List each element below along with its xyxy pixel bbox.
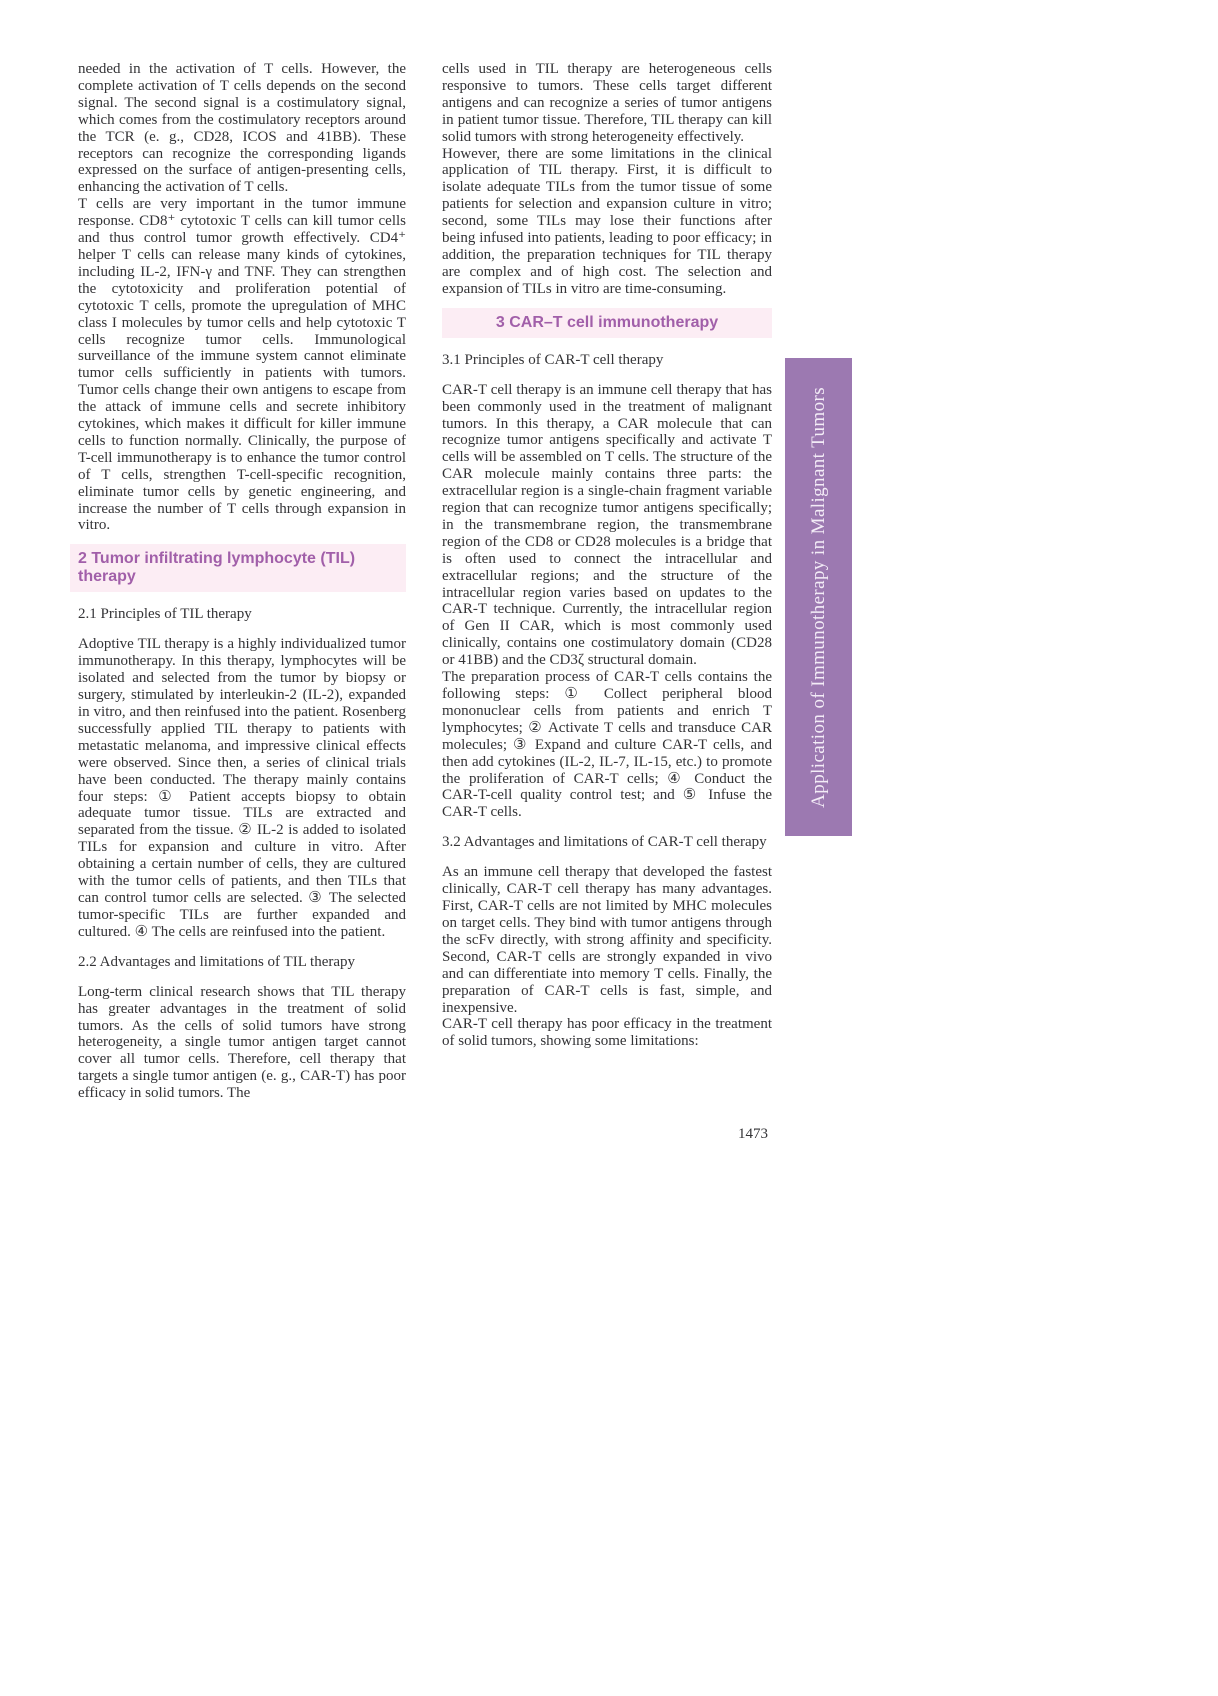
paragraph: The preparation process of CAR-T cells contains the following steps: ① Collect peripheral blood mononuclear cells from patients and enrich T lymphocytes; ② Activate T cells and transduce CAR molecules; ③ Expand and culture CAR-T cells, and then add cytokines (IL-2, IL-7, IL-15, etc.) to promote the proliferation of CAR-T cells; ④ Conduct the CAR-T-cell quality control test; and ⑤ Infuse the CAR-T cells. [442, 669, 772, 821]
paragraph: Adoptive TIL therapy is a highly individualized tumor immunotherapy. In this therapy, lymphocytes will be isolated and selected from the tumor by biopsy or surgery, stimulated by interleukin-2 (IL-2), expanded in vitro, and then reinfused into the patient. Rosenberg successfully applied TIL therapy to patients with metastatic melanoma, and impressive clinical effects were observed. Since then, a series of clinical trials have been conducted. The therapy mainly contains four steps: ① Patient accepts biopsy to obtain adequate tumor tissue. TILs are extracted and separated from the tissue. ② IL-2 is added to isolated TILs for expansion and culture in vitro. After obtaining a certain number of cells, they are cultured with the tumor cells of patients, and then TILs that can control tumor cells are selected. ③ The selected tumor-specific TILs are further expanded and cultured. ④ The cells are reinfused into the patient. [78, 636, 406, 940]
subsection-heading-til-advantages: 2.2 Advantages and limitations of TIL therapy [78, 953, 356, 970]
subsection-heading-cart-principles: 3.1 Principles of CAR-T cell therapy [442, 351, 664, 368]
section-heading-cart-immunotherapy: 3 CAR–T cell immunotherapy [442, 308, 772, 338]
paragraph: CAR-T cell therapy has poor efficacy in the treatment of solid tumors, showing some limitations: [442, 1016, 772, 1050]
chapter-edge-tab-label: Application of Immunotherapy in Malignant Tumors [807, 386, 829, 808]
paragraph: As an immune cell therapy that developed the fastest clinically, CAR-T cell therapy has many advantages. First, CAR-T cells are not limited by MHC molecules on target cells. They bind with tumor antigens through the scFv directly, with strong affinity and specificity. Second, CAR-T cells are strongly expanded in vivo and can differentiate into memory T cells. Finally, the preparation of CAR-T cells is fast, simple, and inexpensive. [442, 864, 772, 1016]
page-number: 1473 [738, 1126, 768, 1142]
left-column [78, 61, 406, 1102]
paragraph: T cells are very important in the tumor immune response. CD8⁺ cytotoxic T cells can kill tumor cells and thus control tumor growth effectively. CD4⁺ helper T cells can release many kinds of cytokines, including IL-2, IFN-γ and TNF. They can strengthen the cytotoxicity and proliferation potential of cytotoxic T cells, promote the upregulation of MHC class I molecules by tumor cells and help cytotoxic T cells recognize tumor cells. Immunological surveillance of the immune system cannot eliminate tumor cells sufficiently in patients with tumors. Tumor cells change their own antigens to escape from the attack of immune cells and secrete inhibitory cytokines, which makes it difficult for killer immune cells to function normally. Clinically, the purpose of T-cell immunotherapy is to enhance the tumor control of T cells, strengthen T-cell-specific recognition, eliminate tumor cells by genetic engineering, and increase the number of T cells through expansion in vitro. [78, 196, 406, 534]
paragraph: Long-term clinical research shows that TIL therapy has greater advantages in the treatment of solid tumors. As the cells of solid tumors have strong heterogeneity, a single tumor antigen target cannot cover all tumor cells. Therefore, cell therapy that targets a single tumor antigen (e. g., CAR-T) has poor efficacy in solid tumors. The [78, 983, 406, 1102]
chapter-edge-tab [785, 358, 852, 836]
right-column [442, 61, 772, 1050]
section-heading-til-therapy: 2 Tumor infiltrating lymphocyte (TIL) therapy [70, 544, 406, 592]
subsection-heading-cart-advantages: 3.2 Advantages and limitations of CAR-T cell therapy [442, 834, 767, 851]
paragraph: cells used in TIL therapy are heterogeneous cells responsive to tumors. These cells target different antigens and can recognize a series of tumor antigens in patient tumor tissue. Therefore, TIL therapy can kill solid tumors with strong heterogeneity effectively. [442, 61, 772, 145]
subsection-heading-til-principles: 2.1 Principles of TIL therapy [78, 606, 252, 623]
paragraph: CAR-T cell therapy is an immune cell therapy that has been commonly used in the treatment of malignant tumors. In this therapy, a CAR molecule that can recognize tumor antigens specifically and activate T cells will be assembled on T cells. The structure of the CAR molecule mainly contains three parts: the extracellular region is a single-chain fragment variable region that can recognize tumor antigens specifically; in the transmembrane region, the transmembrane region of the CD8 or CD28 molecules is a bridge that is often used to connect the intracellular and extracellular regions; and the structure of the intracellular region varies based on updates to the CAR-T technique. Currently, the intracellular region of Gen II CAR, which is most commonly used clinically, contains one costimulatory domain (CD28 or 41BB) and the CD3ζ structural domain. [442, 381, 772, 669]
paragraph: needed in the activation of T cells. However, the complete activation of T cells depends on the second signal. The second signal is a costimulatory signal, which comes from the costimulatory receptors around the TCR (e. g., CD28, ICOS and 41BB). These receptors can recognize the corresponding ligands expressed on the surface of antigen-presenting cells, enhancing the activation of T cells. [78, 61, 406, 196]
paragraph: However, there are some limitations in the clinical application of TIL therapy. First, it is difficult to isolate adequate TILs from the tumor tissue of some patients for selection and expansion culture in vitro; second, some TILs may lose their functions after being infused into patients, leading to poor efficacy; in addition, the preparation techniques for TIL therapy are complex and of high cost. The selection and expansion of TILs in vitro are time-consuming. [442, 145, 772, 297]
